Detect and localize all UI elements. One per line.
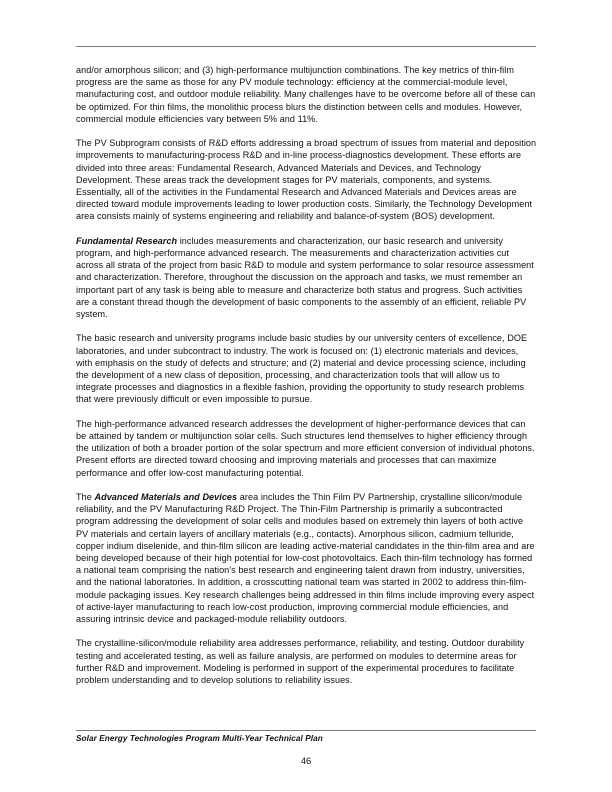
paragraph-5-text: The high-performance advanced research addresses the development of higher-performance devices that can be attained by tandem or multijunction solar cells. Such structures lend themselves to higher efficiency through the utilization of both a broader portion of the solar spectrum and more efficient conversion of individual photons. Present efforts are directed toward choosing and improving materials and processes that can maximize performance and offer low-cost manufacturing potential. xyxy=(76,418,535,478)
footer-document-title: Solar Energy Technologies Program Multi-Year Technical Plan xyxy=(76,734,323,743)
paragraph-1-text: and/or amorphous silicon; and (3) high-performance multijunction combinations. The key metrics of thin-film progress are the same as those for any PV module technology: efficiency at the commercial-module level, manufacturing cost, and outdoor module reliability. Many challenges have to be overcome before all of these can be optimized. For thin films, the monolithic process blurs the distinction between cells and modules. However, commercial module efficiencies vary between 5% and 11%. xyxy=(76,65,536,124)
emphasis-advanced-materials-and-devices: Advanced Materials and Devices xyxy=(94,492,238,503)
paragraph-3 xyxy=(76,235,537,320)
paragraph-1 xyxy=(76,64,537,125)
paragraph-4-text: The basic research and university programs include basic studies by our university centers of excellence, DOE laboratories, and under subcontract to industry. The work is focused on: (1) electronic materials and devices, with emphasis on the study of defects and structure; and (2) material and device processing science, including the development of a new class of deposition, processing, and characterization tools that will allow us to integrate processes and diagnostics in a flexible fashion, providing the opportunity to study research problems that were previously difficult or even impossible to pursue. xyxy=(76,333,528,405)
footer-rule xyxy=(76,730,536,731)
paragraph-5 xyxy=(76,418,537,479)
paragraph-6 xyxy=(76,491,537,625)
paragraph-2 xyxy=(76,137,537,222)
paragraph-7-text: The crystalline-silicon/module reliability area addresses performance, reliability, and testing. Outdoor durability testing and accelerated testing, as well as failure analysis, are performed on modules to determine areas for further R&D and improvement. Modeling is performed in support of the experimental procedures to facilitate problem understanding and to develop solutions to reliability issues. xyxy=(76,638,525,686)
header-rule xyxy=(76,46,536,47)
paragraph-7 xyxy=(76,637,537,686)
paragraph-6-prefix: The xyxy=(76,492,95,503)
paragraph-3-text: includes measurements and characterization, our basic research and university program, and high-performance advanced research. The measurements and characterization activities cut across all strata of the project from basic R&D to module and system performance to solar resource assessment and characterization. Therefore, throughout the discussion on the approach and tasks, we must remember an important part of any task is being able to measure and characterize both status and progress. Such activities are a constant thread though the development of basic components to the assembly of an efficient, reliable PV system. xyxy=(76,235,534,320)
emphasis-fundamental-research: Fundamental Research xyxy=(76,235,178,246)
page-number: 46 xyxy=(300,756,312,766)
document-body xyxy=(76,64,537,686)
paragraph-6-text: area includes the Thin Film PV Partnership, crystalline silicon/module reliability, and the PV Manufacturing R&D Project. The Thin-Film Partnership is primarily a subcontracted program addressing the development of solar cells and modules based on extremely thin layers of both active PV materials and certain layers of ancillary materials (e.g., contacts). Amorphous silicon, cadmium telluride, copper indium diselenide, and thin-film silicon are leading active-material candidates in the thin-film area and are being developed because of their high potential for low-cost photovoltaics. Each thin-film technology has formed a national team comprising the nation's best research and engineering talent drawn from industry, universities, and the national laboratories. In addition, a crosscutting national team was started in 2002 to address thin-film-module packaging issues. Key research challenges being addressed in thin films include improving every aspect of active-layer manufacturing to reach low-cost production, improving commercial module efficiencies, and assuring intrinsic device and packaged-module reliability outdoors. xyxy=(76,492,535,625)
paragraph-4 xyxy=(76,332,537,405)
paragraph-2-text: The PV Subprogram consists of R&D efforts addressing a broad spectrum of issues from material and deposition improvements to manufacturing-process R&D and in-line process-diagnostics development. These efforts are divided into three areas: Fundamental Research, Advanced Materials and Devices, and Technology Development. These areas track the development stages for PV materials, components, and systems. Essentially, all of the activities in the Fundamental Research and Advanced Materials and Devices areas are directed toward module improvements leading to lower production costs. Similarly, the Technology Development area consists mainly of systems engineering and reliability and balance-of-system (BOS) development. xyxy=(76,138,537,222)
